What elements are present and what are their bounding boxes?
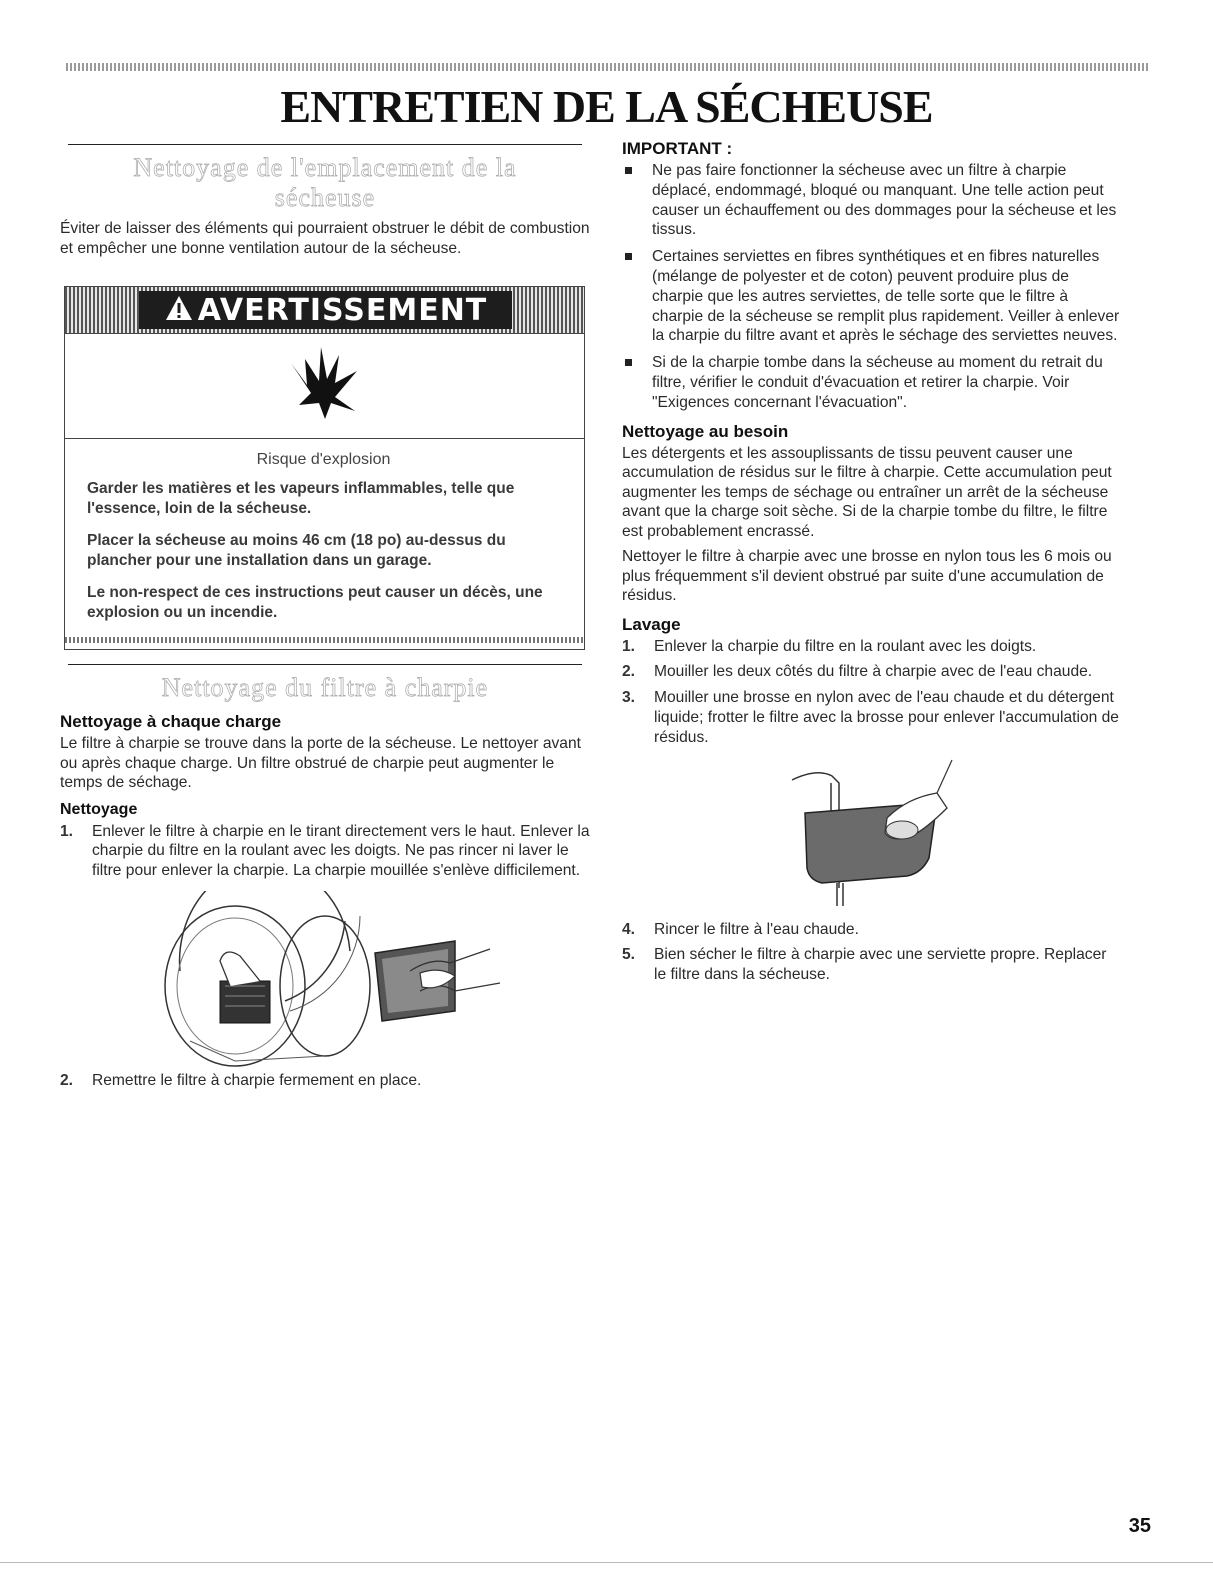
list-item: Certaines serviettes en fibres synthétiques et en fibres naturelles (mélange de polyester et de coton) peuvent produire plus de charpie que les autres serviettes, de telle sorte que le filtre à charpie de la sécheuse se remplit plus rapidement. Veiller à enlever la charpie du filtre avant et après le séchage des serviettes neuves. (622, 247, 1122, 346)
section-divider (68, 144, 582, 145)
step-text: Mouiller les deux côtés du filtre à charpie avec de l'eau chaude. (654, 663, 1093, 681)
washing-steps-continued (622, 920, 1122, 985)
cleaning-heading: Nettoyage (60, 800, 138, 818)
faucet-filter-illustration (787, 758, 957, 908)
list-item (622, 637, 1122, 657)
list-item: Si de la charpie tombe dans la sécheuse au moment du retrait du filtre, vérifier le conduit d'évacuation et retirer la charpie. Voir "Exigences concernant l'évacuation". (622, 353, 1122, 412)
step-number: 1. (622, 637, 636, 655)
section-heading-dryer-location: Nettoyage de l'emplacement de la sécheuse (133, 153, 517, 212)
warning-heading: Risque d'explosion (256, 451, 391, 468)
dryer-location-text: Éviter de laisser des éléments qui pourraient obstruer le débit de combustion et empêcher une bonne ventilation autour de la sécheuse. (60, 220, 590, 257)
warning-line: Placer la sécheuse au moins 46 cm (18 po) au-dessus du plancher pour une installation dans un garage. (87, 532, 506, 569)
section-divider (68, 664, 582, 665)
dryer-door-illustration (60, 891, 590, 1069)
step-text: Remettre le filtre à charpie fermement en place. (92, 1071, 422, 1089)
top-decorative-rule (66, 63, 1149, 71)
step-number: 4. (622, 920, 636, 938)
warning-triangle-icon (164, 294, 194, 327)
left-column (60, 140, 590, 1097)
explosion-icon (285, 341, 365, 432)
step-text: Enlever la charpie du filtre en la roulant avec les doigts. (654, 637, 1037, 655)
list-item (622, 945, 1122, 985)
step-number: 2. (622, 663, 636, 681)
step-text: Rincer le filtre à l'eau chaude. (654, 920, 859, 938)
list-item (622, 688, 1122, 747)
warning-box (64, 286, 585, 650)
filter-washing-illustration (622, 758, 1122, 908)
bottom-rule (0, 1562, 1213, 1563)
warning-line: Le non-respect de ces instructions peut causer un décès, une explosion ou un incendie. (87, 584, 543, 621)
step-number: 5. (622, 946, 636, 964)
page-title: ENTRETIEN DE LA SÉCHEUSE (280, 81, 933, 132)
as-needed-heading: Nettoyage au besoin (622, 421, 789, 441)
page-number: 35 (1128, 1515, 1151, 1537)
list-item (60, 822, 590, 881)
important-heading: IMPORTANT : (622, 139, 733, 158)
as-needed-paragraph: Nettoyer le filtre à charpie avec une brosse en nylon tous les 6 mois ou plus fréquemment s'il devient obstrué par suite d'une accumulation de résidus. (622, 548, 1112, 605)
warning-banner-label: AVERTISSEMENT (197, 292, 488, 328)
list-item (60, 1071, 590, 1091)
important-bullet-list (622, 161, 1122, 413)
list-item: Ne pas faire fonctionner la sécheuse avec un filtre à charpie déplacé, endommagé, bloqué ou manquant. Une telle action peut causer un échauffement ou des dommages pour la sécheuse et les tissus. (622, 161, 1122, 240)
step-number: 2. (60, 1071, 74, 1089)
list-item (622, 662, 1122, 682)
as-needed-paragraph: Les détergents et les assouplissants de tissu peuvent causer une accumulation de résidus sur le filtre à charpie. Cette accumulation peut augmenter les temps de séchage ou entraîner un arrêt de la sécheuse avant que la charge soit sèche. Si de la charpie tombe du filtre, le filtre est probablement encrassé. (622, 444, 1112, 540)
list-item (622, 920, 1122, 940)
section-heading-lint-filter: Nettoyage du filtre à charpie (161, 673, 489, 702)
step-text: Enlever le filtre à charpie en le tirant directement vers le haut. Enlever la charpie du filtre en la roulant avec les doigts. Ne pas rincer ni laver le filtre pour enlever la charpie. La charpie mouillée s'enlève difficilement. (92, 822, 590, 880)
each-load-heading: Nettoyage à chaque charge (60, 712, 282, 731)
cleaning-steps-continued (60, 1071, 590, 1091)
step-number: 1. (60, 822, 74, 840)
step-text: Mouiller une brosse en nylon avec de l'eau chaude et du détergent liquide; frotter le filtre avec la brosse pour enlever l'accumulation de résidus. (654, 689, 1119, 746)
cleaning-steps (60, 822, 590, 881)
washing-heading: Lavage (622, 614, 681, 634)
warning-banner (65, 287, 584, 334)
lint-filter-removal-illustration (60, 891, 590, 1069)
warning-line: Garder les matières et les vapeurs inflammables, telle que l'essence, loin de la sécheuse. (87, 480, 515, 517)
step-text: Bien sécher le filtre à charpie avec une serviette propre. Replacer le filtre dans la sécheuse. (654, 946, 1107, 984)
each-load-text: Le filtre à charpie se trouve dans la porte de la sécheuse. Le nettoyer avant ou après chaque charge. Un filtre obstrué de charpie peut augmenter le temps de séchage. (60, 735, 581, 791)
washing-steps (622, 637, 1122, 748)
right-column (622, 138, 1122, 991)
step-number: 3. (622, 689, 636, 707)
